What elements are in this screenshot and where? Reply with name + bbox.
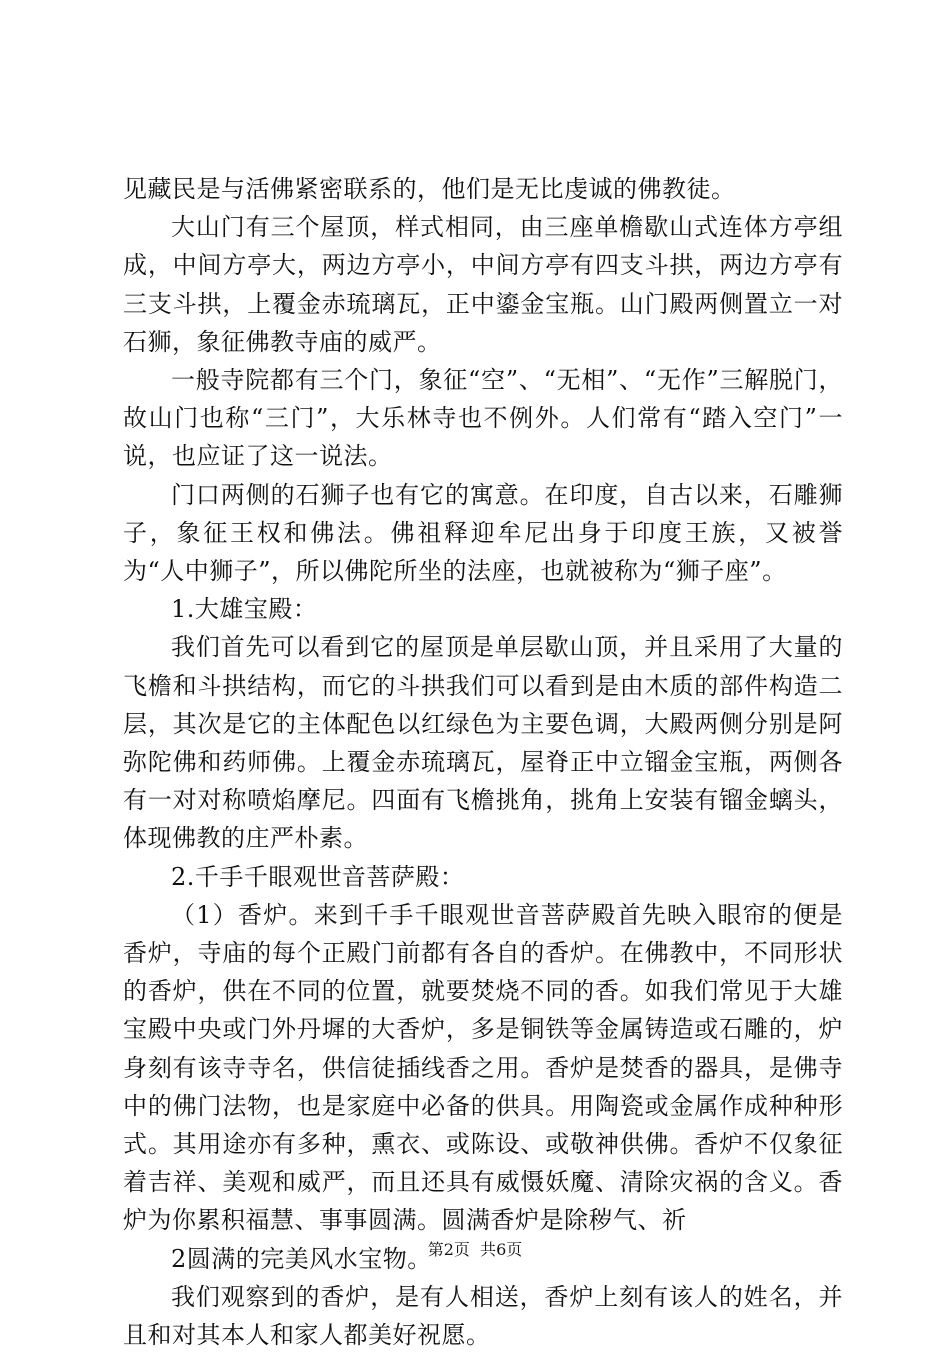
page-number-label: 第2页 共6页 (427, 1240, 523, 1259)
document-body (123, 170, 843, 1354)
section-heading-1: 1.大雄宝殿： (171, 595, 318, 624)
paragraph-7: 2圆满的完美风水宝物。 (171, 1244, 432, 1273)
paragraph-8: 我们观察到的香炉，是有人相送，香炉上刻有该人的姓名，并且和对其本人和家人都美好祝愿。 (123, 1282, 843, 1350)
paragraph-2: 大山门有三个屋顶，样式相同，由三座单檐歇山式连体方亭组成，中间方亭大，两边方亭小，中间方亭有四支斗拱，两边方亭有三支斗拱，上覆金赤琉璃瓦，正中鎏金宝瓶。山门殿两侧置立一对石狮，象征佛教寺庙的威严。 (123, 213, 843, 356)
paragraph-4: 门口两侧的石狮子也有它的寓意。在印度，自古以来，石雕狮子，象征王权和佛法。佛祖释迎牟尼出身于印度王族，又被誉为“人中狮子”，所以佛陀所坐的法座，也就被称为“狮子座”。 (123, 480, 843, 586)
page-footer (0, 1240, 950, 1260)
paragraph-6: （1）香炉。来到千手千眼观世音菩萨殿首先映入眼帘的便是香炉，寺庙的每个正殿门前都有各自的香炉。在佛教中，不同形状的香炉，供在不同的位置，就要焚烧不同的香。如我们常见于大雄宝殿中央或门外丹墀的大香炉，多是铜铁等金属铸造或石雕的，炉身刻有该寺寺名，供信徒插线香之用。香炉是焚香的器具，是佛寺中的佛门法物，也是家庭中必备的供具。用陶瓷或金属作成种种形式。其用途亦有多种，熏衣、或陈设、或敬神供佛。香炉不仅象征着吉祥、美观和威严，而且还具有威慑妖魔、清除灾祸的含义。香炉为你累积福慧、事事圆满。圆满香炉是除秽气、祈 (123, 900, 843, 1235)
paragraph-5: 我们首先可以看到它的屋顶是单层歇山顶，并且采用了大量的飞檐和斗拱结构，而它的斗拱我们可以看到是由木质的部件构造二层，其次是它的主体配色以红绿色为主要色调，大殿两侧分别是阿弥陀佛和药师佛。上覆金赤琉璃瓦，屋脊正中立镏金宝瓶，两侧各有一对对称喷焰摩尼。四面有飞檐挑角，挑角上安装有镏金螭头，体现佛教的庄严朴素。 (123, 633, 843, 853)
paragraph-3: 一般寺院都有三个门，象征“空”、“无相”、“无作”三解脱门，故山门也称“三门”，大乐林寺也不例外。人们常有“踏入空门”一说，也应证了这一说法。 (123, 366, 843, 471)
section-heading-2: 2.千手千眼观世音菩萨殿： (171, 862, 465, 891)
paragraph-1: 见藏民是与活佛紧密联系的，他们是无比虔诚的佛教徒。 (123, 175, 736, 203)
